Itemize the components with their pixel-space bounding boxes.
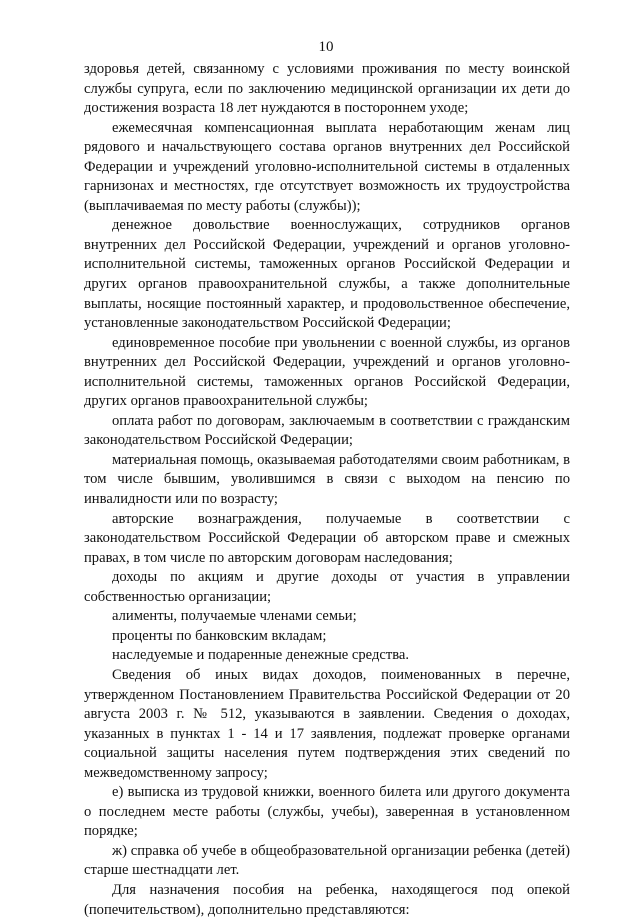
paragraph-15: Для назначения пособия на ребенка, находящегося под опекой (попечительством), дополнительно представляются: — [84, 881, 570, 918]
paragraph-2: ежемесячная компенсационная выплата неработающим женам лиц рядового и начальствующего состава органов внутренних дел Российской Федерации и учреждений уголовно-исполнительной системы в отдаленных гарнизонах и местностях, где отсутствует возможность их трудоустройства (выплачиваемая по месту работы (службы)); — [84, 119, 570, 214]
paragraph-11: наследуемые и подаренные денежные средства. — [112, 647, 410, 664]
document-body — [84, 60, 570, 920]
paragraph-13: е) выписка из трудовой книжки, военного билета или другого документа о последнем месте работы (службы, учебы), заверенная в установленном порядке; — [84, 784, 570, 840]
paragraph-5: оплата работ по договорам, заключаемым в соответствии с гражданским законодательством Российской Федерации; — [84, 412, 570, 449]
paragraph-14: ж) справка об учебе в общеобразовательной организации ребенка (детей) старше шестнадцати лет. — [84, 842, 570, 879]
paragraph-10: проценты по банковским вкладам; — [112, 627, 327, 644]
paragraph-12: Сведения об иных видах доходов, поименованных в перечне, утвержденном Постановлением Правительства Российской Федерации от 20 августа 2003 г. № 512, указываются в заявлении. Сведения о доходах, указанных в пунктах 1 - 14 и 17 заявления, подлежат проверке органами социальной защиты населения путем подтверждения этих сведений по межведомственному запросу; — [84, 666, 570, 781]
paragraph-1: здоровья детей, связанному с условиями проживания по месту воинской службы супруга, если по заключению медицинской организации их дети до достижения возраста 18 лет нуждаются в постороннем уходе; — [84, 61, 570, 117]
page-number: 10 — [318, 39, 334, 55]
paragraph-8: доходы по акциям и другие доходы от участия в управлении собственностью организации; — [84, 569, 570, 605]
paragraph-6: материальная помощь, оказываемая работодателями своим работникам, в том числе бывшим, уволившимся в связи с выходом на пенсию по инвалидности или по возрасту; — [84, 451, 570, 508]
paragraph-9: алименты, получаемые членами семьи; — [112, 608, 357, 625]
paragraph-7: авторские вознаграждения, получаемые в соответствии с законодательством Российской Федерации об авторском праве и смежных правах, в том числе по авторским договорам наследования; — [84, 510, 570, 566]
paragraph-4: единовременное пособие при увольнении с военной службы, из органов внутренних дел Российской Федерации, учреждений и органов уголовно-исполнительной системы, таможенных органов Российской Федерации, других органов правоохранительной службы; — [84, 334, 570, 410]
paragraph-3: денежное довольствие военнослужащих, сотрудников органов внутренних дел Российской Федерации, учреждений и органов уголовно-исполнительной системы, таможенных органов Российской Федерации и других органов правоохранительной службы, а также дополнительные выплаты, носящие постоянный характер, и продовольственное обеспечение, установленные законодательством Российской Федерации; — [84, 217, 570, 332]
